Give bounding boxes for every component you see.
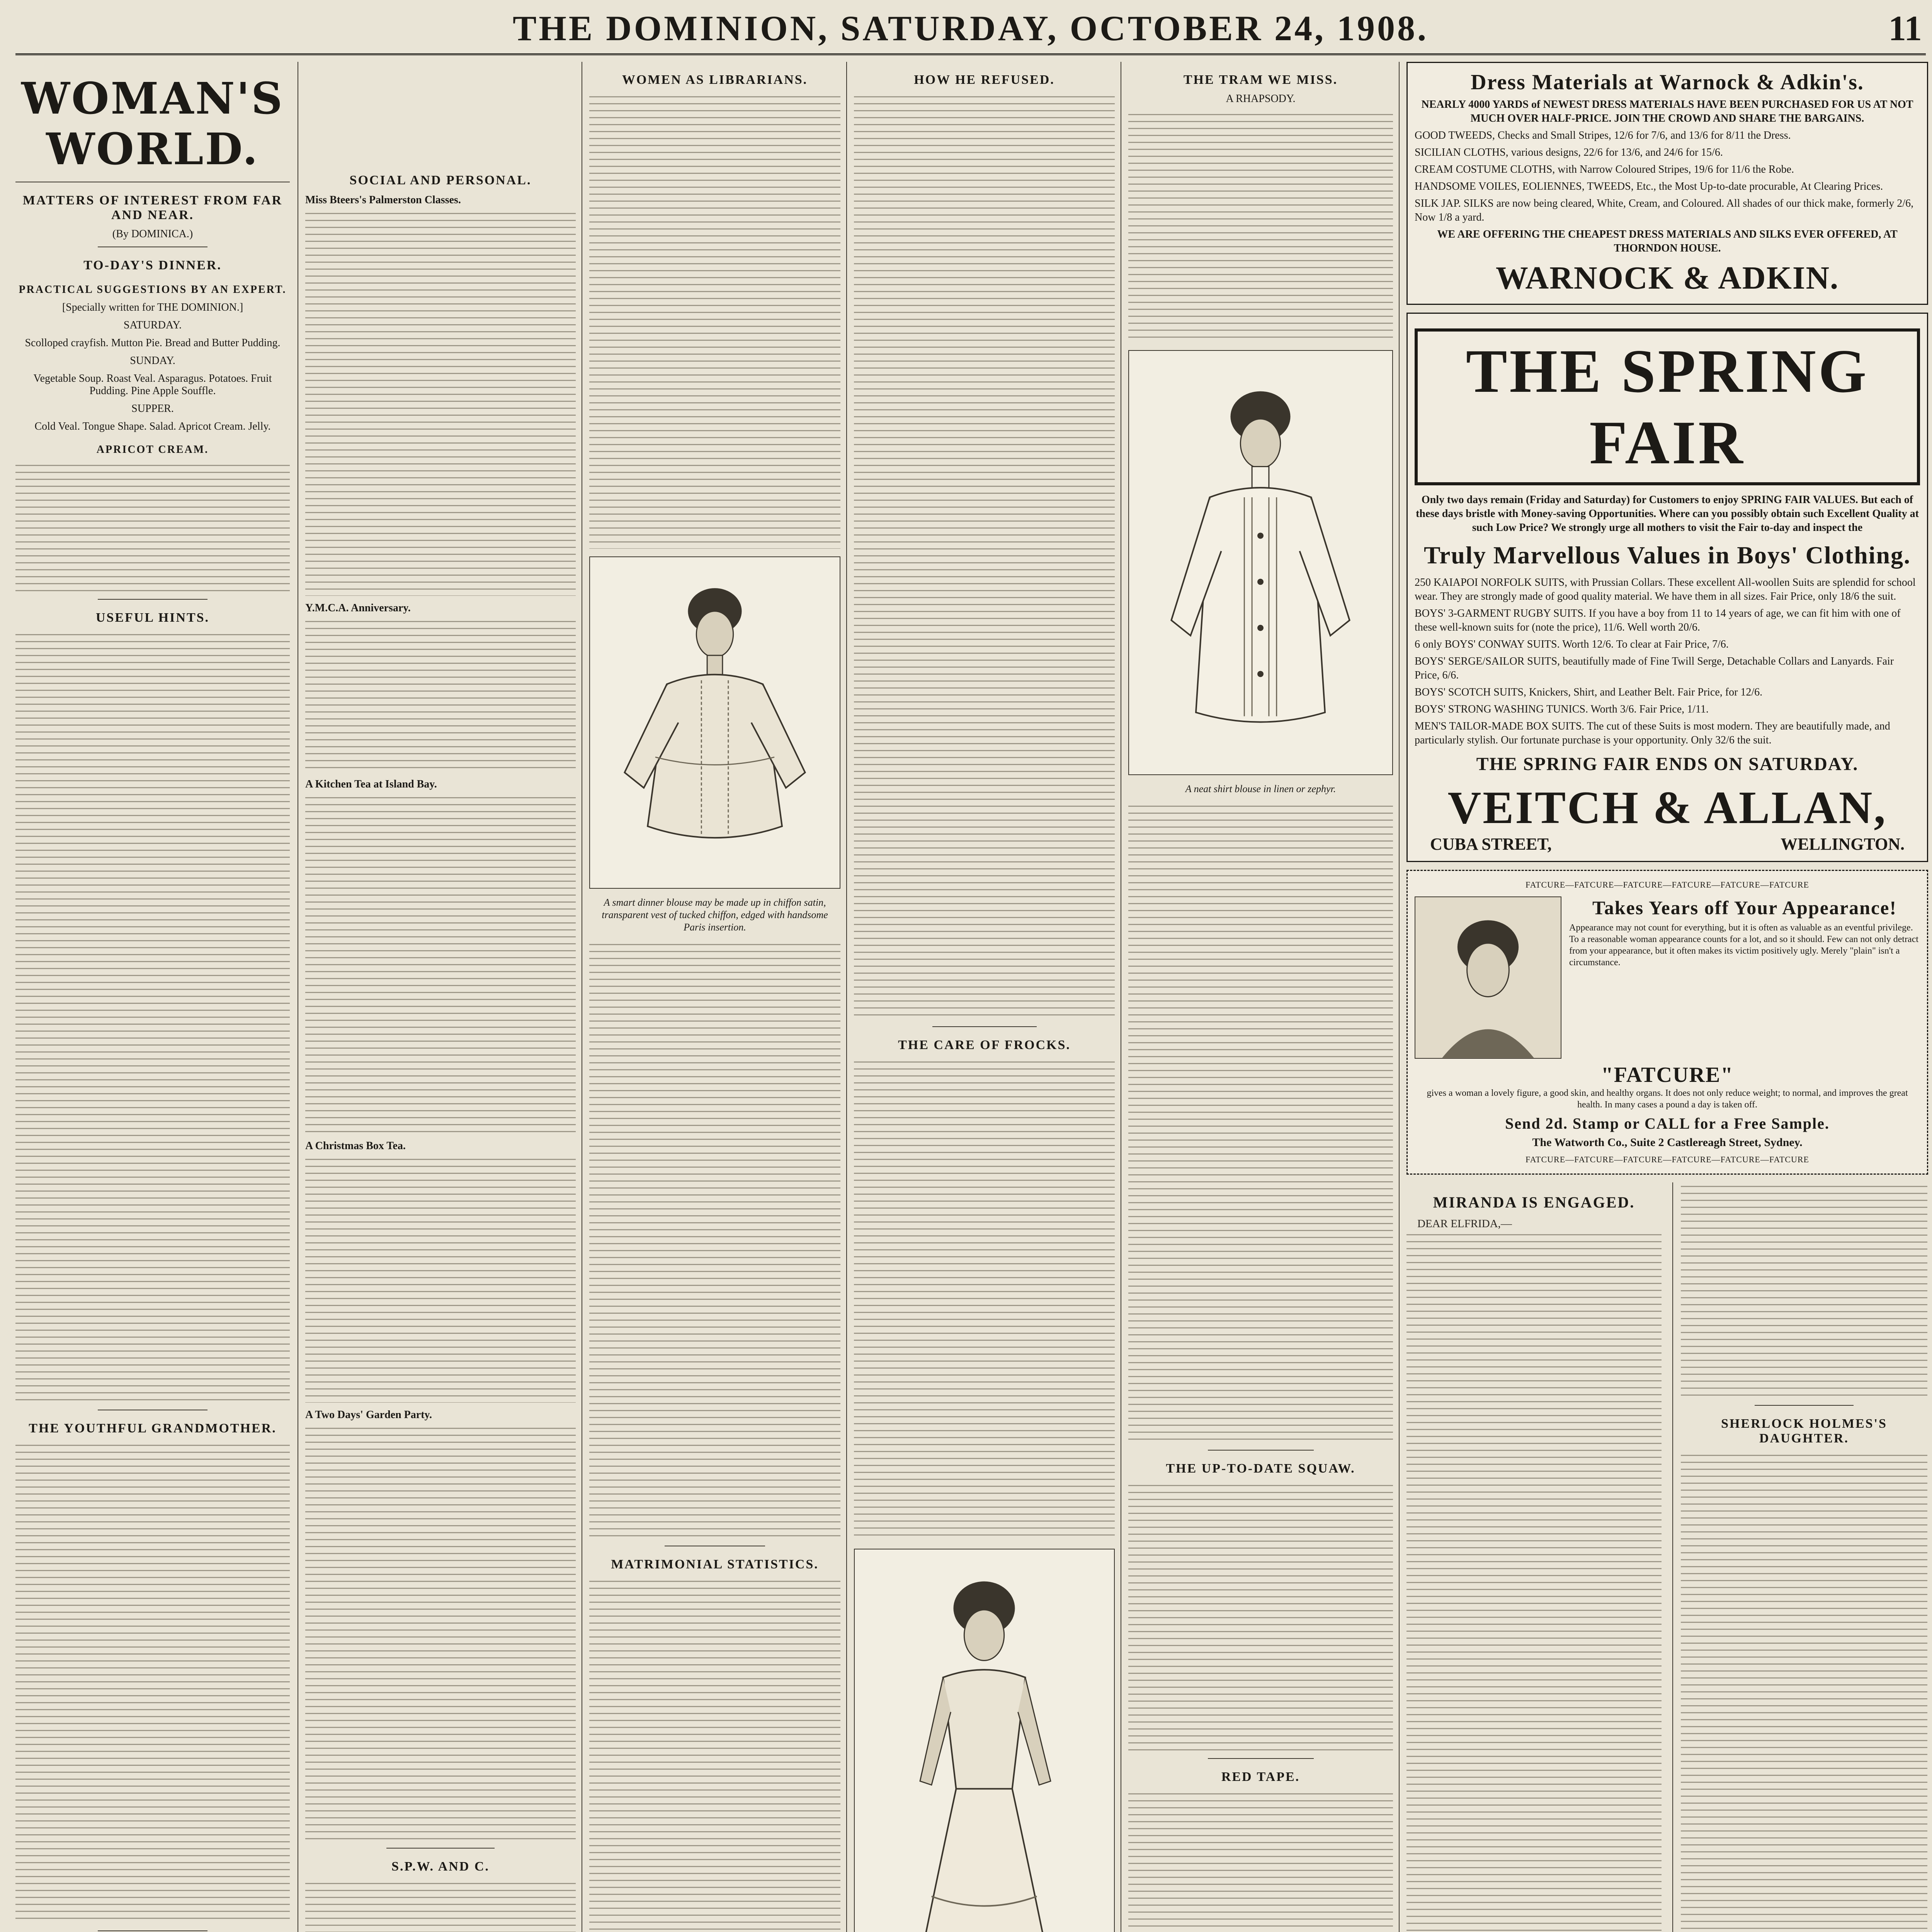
article-body (1406, 1231, 1662, 1932)
sherlock-article (1672, 1182, 1927, 1932)
spring-fair-item: BOYS' SCOTCH SUITS, Knickers, Shirt, and Leather Belt. Fair Price, for 12/6. (1415, 686, 1763, 698)
article-body (1128, 1481, 1393, 1752)
article-body (854, 93, 1115, 1020)
article-body (589, 93, 840, 549)
shirt-blouse-drawing (1129, 351, 1392, 774)
blouse-illustration (589, 556, 840, 889)
column-2 (305, 62, 576, 1932)
divider (386, 1848, 495, 1849)
heading-refused: HOW HE REFUSED. (914, 73, 1055, 87)
spring-fair-title: THE SPRING FAIR (1415, 328, 1920, 485)
subtitle: MATTERS OF INTEREST FROM FAR AND NEAR. (22, 193, 283, 222)
spring-items (1415, 576, 1920, 747)
divider (98, 1930, 207, 1931)
label-supper: SUPPER. (131, 403, 174, 415)
heading-care-of-frocks: THE CARE OF FROCKS. (898, 1038, 1071, 1052)
column-1 (15, 62, 290, 1932)
fatcure-company: The Watworth Co., Suite 2 Castlereagh Street, Sydney. (1532, 1136, 1803, 1149)
veitch-address (1415, 834, 1920, 854)
fatcure-headline: Takes Years off Your Appearance! (1592, 897, 1897, 918)
fatcure-banner-bottom: FATCURE—FATCURE—FATCURE—FATCURE—FATCURE—FATCURE (1526, 1155, 1809, 1164)
menu-saturday: Scolloped crayfish. Mutton Pie. Bread and Butter Pudding. (25, 337, 281, 349)
spring-fair-item: BOYS' SERGE/SAILOR SUITS, beautifully made of Fine Twill Serge, Detachable Collars and Lanyards. Fair Price, 6/6. (1415, 655, 1894, 681)
caption-dinner-blouse: A smart dinner blouse may be made up in chiffon satin, transparent vest of tucked chiffon, edged with handsome Paris insertion. (602, 897, 828, 933)
heading-sherlock: SHERLOCK HOLMES'S DAUGHTER. (1721, 1417, 1887, 1446)
veitch-city: WELLINGTON. (1781, 835, 1905, 854)
article-body (1681, 1451, 1927, 1932)
warnock-line: SILK JAP. SILKS are now being cleared, White, Cream, and Coloured. All shades of our thick make, formerly 2/6, Now 1/8 a yard. (1415, 197, 1914, 223)
spring-fair-ends: THE SPRING FAIR ENDS ON SATURDAY. (1476, 754, 1859, 774)
lower-articles (1406, 1182, 1928, 1932)
fatcure-text-2: gives a woman a lovely figure, a good skin, and healthy organs. It does not only reduce weight; to normal, and improves the great health. In many cases a pound a day is taken off. (1427, 1088, 1908, 1110)
veitch-allan-name: VEITCH & ALLAN, (1447, 782, 1887, 833)
masthead (15, 8, 1926, 54)
masthead-title: THE DOMINION, SATURDAY, OCTOBER 24, 1908. (512, 9, 1429, 48)
heading-apricot: APRICOT CREAM. (96, 444, 209, 456)
label-sunday: SUNDAY. (130, 355, 175, 367)
divider (98, 599, 207, 600)
warnock-line: NEARLY 4000 YARDS of NEWEST DRESS MATERIALS HAVE BEEN PURCHASED FOR US AT NOT MUCH OVER HALF-PRICE. JOIN THE CROWD AND SHARE THE BARGAINS. (1421, 99, 1913, 124)
column-rule (1399, 62, 1400, 1932)
article-body (1128, 1790, 1393, 1932)
heading-garden-party: A Two Days' Garden Party. (305, 1409, 432, 1421)
article-body (854, 1058, 1115, 1541)
article-body (1128, 802, 1393, 1444)
spring-fair-item: 6 only BOYS' CONWAY SUITS. Worth 12/6. To clear at Fair Price, 7/6. (1415, 638, 1729, 650)
article-body (305, 1424, 576, 1842)
heading-kitchen-tea: A Kitchen Tea at Island Bay. (305, 778, 437, 790)
article-body (305, 617, 576, 772)
subheading-rhapsody: A RHAPSODY. (1226, 93, 1296, 105)
spring-fair-item: 250 KAIAPOI NORFOLK SUITS, with Prussian Collars. These excellent All-woollen Suits are splendid for school wear. They are strongly made of good quality material. We have them in all sizes. Fair Price, only 18/6 the suit. (1415, 577, 1916, 602)
warnock-line: CREAM COSTUME CLOTHS, with Narrow Coloured Stripes, 19/6 for 11/6 the Robe. (1415, 163, 1794, 175)
heading-red-tape: RED TAPE. (1221, 1770, 1300, 1784)
veitch-street: CUBA STREET, (1430, 835, 1552, 854)
article-body (305, 209, 576, 596)
heading-librarians: WOMEN AS LIBRARIANS. (622, 73, 808, 87)
warnock-line: SICILIAN CLOTHS, various designs, 22/6 for 13/6, and 24/6 for 15/6. (1415, 146, 1723, 158)
article-body (15, 1441, 290, 1924)
miranda-article (1406, 1182, 1662, 1932)
divider (1208, 1450, 1314, 1451)
heading-christmas-box: A Christmas Box Tea. (305, 1140, 406, 1152)
article-body (1128, 111, 1393, 342)
warnock-adkin-ad (1406, 62, 1928, 305)
warnock-line: WE ARE OFFERING THE CHEAPEST DRESS MATERIALS AND SILKS EVER OFFERED, AT THORNDON HOUSE. (1437, 228, 1898, 254)
fatcure-ad (1406, 870, 1928, 1175)
menu-sunday: Vegetable Soup. Roast Veal. Asparagus. Potatoes. Fruit Pudding. Pine Apple Souffle. (33, 372, 272, 397)
spring-fair-ad (1406, 313, 1928, 862)
evening-gown-illustration (854, 1549, 1115, 1932)
fatcure-text: Appearance may not count for everything, but it is often as valuable as an eventful privilege. To a reasonable woman appearance counts for a lot, and so it should. Few can not only detract from your appearance, but it often makes its victim positively ugly. Merely "plain" isn't a circumstance. (1569, 923, 1919, 968)
divider (1755, 1405, 1853, 1406)
byline: (By DOMINICA.) (112, 228, 193, 240)
article-body (589, 1577, 840, 1932)
woman-portrait-drawing (1415, 897, 1561, 1058)
article-body (15, 461, 290, 593)
heading-miranda: MIRANDA IS ENGAGED. (1433, 1194, 1635, 1211)
article-body (305, 794, 576, 1134)
fatcure-body (1415, 896, 1920, 1059)
article-body (589, 940, 840, 1539)
miranda-salutation: DEAR ELFRIDA,— (1417, 1218, 1512, 1230)
warnock-line: GOOD TWEEDS, Checks and Small Stripes, 12/6 for 7/6, and 13/6 for 8/11 the Dress. (1415, 129, 1791, 141)
warnock-line: HANDSOME VOILES, EOLIENNES, TWEEDS, Etc., the Most Up-to-date procurable, At Clearing Prices. (1415, 180, 1883, 192)
heading-social: SOCIAL AND PERSONAL. (349, 173, 532, 187)
spring-fair-item: MEN'S TAILOR-MADE BOX SUITS. The cut of these Suits is most modern. They are beautifully made, and particularly stylish. Our fortunate purchase is your opportunity. Only 32/6 the suit. (1415, 720, 1890, 746)
warnock-name: WARNOCK & ADKIN. (1495, 260, 1839, 296)
masthead-rule (15, 53, 1926, 55)
heading-palmerston: Miss Bteers's Palmerston Classes. (305, 194, 461, 206)
divider (932, 1026, 1037, 1027)
divider (1208, 1758, 1314, 1759)
shirt-blouse-illustration (1128, 350, 1393, 775)
dinner-blouse-drawing (590, 557, 840, 888)
heading-tram: THE TRAM WE MISS. (1183, 73, 1338, 87)
caption-shirt-blouse: A neat shirt blouse in linen or zephyr. (1185, 783, 1336, 794)
spring-fair-values: Truly Marvellous Values in Boys' Clothing. (1424, 541, 1911, 569)
heading-squaw: THE UP-TO-DATE SQUAW. (1166, 1461, 1355, 1476)
column-4 (854, 62, 1115, 1932)
spring-fair-item: BOYS' 3-GARMENT RUGBY SUITS. If you have a boy from 11 to 14 years of age, we can fit him with one of these well-known suits for (note the price), 11/6. Well worth 20/6. (1415, 607, 1901, 633)
fatcure-product-name: "FATCURE" (1601, 1063, 1734, 1087)
article-body (305, 1155, 576, 1403)
label-saturday: SATURDAY. (123, 319, 182, 331)
heading-dinner-sub: PRACTICAL SUGGESTIONS BY AN EXPERT. (19, 284, 287, 296)
article-body (15, 631, 290, 1403)
column-rule (846, 62, 847, 1932)
heading-useful-hints: USEFUL HINTS. (95, 611, 210, 625)
womans-world-title: WOMAN'S WORLD. (21, 73, 284, 175)
article-body (1681, 1182, 1927, 1399)
heading-grandmother: THE YOUTHFUL GRANDMOTHER. (29, 1421, 277, 1435)
column-6 (1406, 62, 1928, 1932)
column-3 (589, 62, 840, 1932)
fatcure-send: Send 2d. Stamp or CALL for a Free Sample. (1505, 1115, 1830, 1132)
warnock-lines (1415, 98, 1920, 255)
spring-fair-intro: Only two days remain (Friday and Saturday) for Customers to enjoy SPRING FAIR VALUES. But each of these days bristle with Money-saving Opportunities. Where can you possibly obtain such Excellent Quality at such Low Price? We strongly urge all mothers to visit the Fair to-day and inspect the (1416, 494, 1919, 534)
fatcure-banner: FATCURE—FATCURE—FATCURE—FATCURE—FATCURE—FATCURE (1526, 880, 1809, 889)
page-number: 11 (1888, 9, 1922, 48)
spring-fair-item: BOYS' STRONG WASHING TUNICS. Worth 3/6. Fair Price, 1/11. (1415, 703, 1709, 715)
article-body (305, 1879, 576, 1932)
heading-dinner: TO-DAY'S DINNER. (83, 258, 222, 272)
heading-ymca: Y.M.C.A. Anniversary. (305, 602, 411, 614)
menu-supper: Cold Veal. Tongue Shape. Salad. Apricot Cream. Jelly. (34, 420, 271, 432)
warnock-headline: Dress Materials at Warnock & Adkin's. (1471, 70, 1864, 94)
fatcure-portrait (1415, 896, 1561, 1059)
dinner-note: [Specially written for THE DOMINION.] (62, 301, 243, 313)
heading-spwc: S.P.W. AND C. (391, 1859, 490, 1874)
evening-gown-drawing (855, 1549, 1114, 1932)
heading-matrimonial: MATRIMONIAL STATISTICS. (611, 1557, 819, 1571)
column-5 (1128, 62, 1393, 1932)
